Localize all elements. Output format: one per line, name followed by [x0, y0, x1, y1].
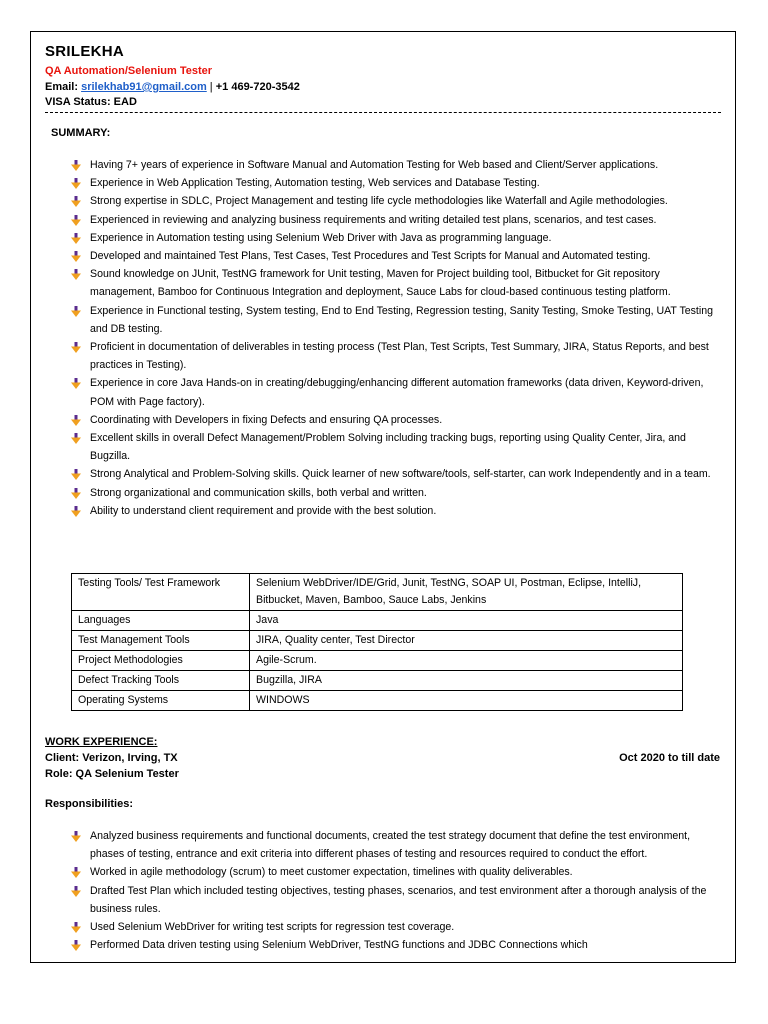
- arrow-down-bullet-icon: [71, 160, 81, 171]
- resume-page: [30, 31, 736, 963]
- arrow-down-bullet-icon: [71, 269, 81, 280]
- arrow-down-bullet-icon: [71, 433, 81, 444]
- list-item: Having 7+ years of experience in Software Manual and Automation Testing for Web based and Client/Server applications.: [71, 156, 723, 174]
- work-experience-title: WORK EXPERIENCE:: [45, 736, 158, 748]
- responsibilities-list: [71, 827, 723, 954]
- arrow-down-bullet-icon: [71, 215, 81, 226]
- table-cell-value: JIRA, Quality center, Test Director: [250, 631, 683, 651]
- list-item: Experience in Functional testing, System testing, End to End Testing, Regression testing, Sanity Testing, Smoke Testing, UAT Testing and DB testing.: [71, 302, 723, 338]
- list-item: Ability to understand client requirement and provide with the best solution.: [71, 502, 723, 520]
- arrow-down-bullet-icon: [71, 867, 81, 878]
- arrow-down-bullet-icon: [71, 831, 81, 842]
- arrow-down-bullet-icon: [71, 251, 81, 262]
- header-divider: [45, 112, 721, 113]
- phone-number: +1 469-720-3542: [215, 81, 300, 93]
- visa-status: VISA Status: EAD: [45, 96, 137, 108]
- table-cell-key: Operating Systems: [72, 691, 250, 711]
- list-item: Strong Analytical and Problem-Solving skills. Quick learner of new software/tools, self-starter, can work Independently and in a team.: [71, 465, 723, 483]
- skills-table: [71, 573, 683, 711]
- table-row: [72, 671, 683, 691]
- list-item: Developed and maintained Test Plans, Test Cases, Test Procedures and Test Scripts for Manual and Automated testing.: [71, 247, 723, 265]
- arrow-down-bullet-icon: [71, 415, 81, 426]
- arrow-down-bullet-icon: [71, 506, 81, 517]
- table-cell-value: Bugzilla, JIRA: [250, 671, 683, 691]
- email-link[interactable]: srilekhab91@gmail.com: [81, 81, 207, 93]
- arrow-down-bullet-icon: [71, 940, 81, 951]
- table-cell-key: Languages: [72, 611, 250, 631]
- arrow-down-bullet-icon: [71, 342, 81, 353]
- employment-date: Oct 2020 to till date: [619, 752, 720, 764]
- table-cell-key: Testing Tools/ Test Framework: [72, 574, 250, 611]
- arrow-down-bullet-icon: [71, 922, 81, 933]
- table-row: [72, 611, 683, 631]
- list-item: Experience in core Java Hands-on in creating/debugging/enhancing different automation frameworks (data driven, Keyword-driven, POM with Page factory).: [71, 374, 723, 410]
- list-item: Experience in Automation testing using Selenium Web Driver with Java as programming language.: [71, 229, 723, 247]
- table-cell-key: Defect Tracking Tools: [72, 671, 250, 691]
- summary-list: [71, 156, 723, 520]
- table-row: [72, 651, 683, 671]
- arrow-down-bullet-icon: [71, 196, 81, 207]
- list-item: Excellent skills in overall Defect Management/Problem Solving including tracking bugs, reporting using Quality Center, Jira, and Bugzilla.: [71, 429, 723, 465]
- contact-line: [45, 81, 300, 93]
- list-item: Used Selenium WebDriver for writing test scripts for regression test coverage.: [71, 918, 723, 936]
- arrow-down-bullet-icon: [71, 469, 81, 480]
- list-item: Sound knowledge on JUnit, TestNG framework for Unit testing, Maven for Project building tool, Bitbucket for Git repository management, Bamboo for Continuous Integration and deployment, Sauce Labs for cloud-based continuous testing platform.: [71, 265, 723, 301]
- arrow-down-bullet-icon: [71, 378, 81, 389]
- table-cell-value: Java: [250, 611, 683, 631]
- client-line: Client: Verizon, Irving, TX: [45, 752, 178, 764]
- list-item: Coordinating with Developers in fixing Defects and ensuring QA processes.: [71, 411, 723, 429]
- table-row: [72, 691, 683, 711]
- arrow-down-bullet-icon: [71, 488, 81, 499]
- list-item: Strong expertise in SDLC, Project Management and testing life cycle methodologies like Waterfall and Agile methodologies.: [71, 192, 723, 210]
- table-row: [72, 574, 683, 611]
- table-cell-value: Agile-Scrum.: [250, 651, 683, 671]
- table-cell-key: Test Management Tools: [72, 631, 250, 651]
- list-item: Experienced in reviewing and analyzing business requirements and writing detailed test plans, scenarios, and test cases.: [71, 211, 723, 229]
- table-cell-value: WINDOWS: [250, 691, 683, 711]
- contact-separator: |: [206, 81, 216, 93]
- list-item: Performed Data driven testing using Selenium WebDriver, TestNG functions and JDBC Connections which: [71, 936, 723, 954]
- table-cell-key: Project Methodologies: [72, 651, 250, 671]
- email-label: Email:: [45, 81, 82, 93]
- table-row: [72, 631, 683, 651]
- list-item: Proficient in documentation of deliverables in testing process (Test Plan, Test Scripts, Test Summary, JIRA, Status Reports, and best practices in Testing).: [71, 338, 723, 374]
- list-item: Experience in Web Application Testing, Automation testing, Web services and Database Testing.: [71, 174, 723, 192]
- list-item: Analyzed business requirements and functional documents, created the test strategy document that define the test environment, phases of testing, entrance and exit criteria into different phases of testing and resources required to conduct the effort.: [71, 827, 723, 863]
- table-cell-value: Selenium WebDriver/IDE/Grid, Junit, TestNG, SOAP UI, Postman, Eclipse, IntelliJ, Bitbucket, Maven, Bamboo, Sauce Labs, Jenkins: [250, 574, 683, 611]
- summary-title: SUMMARY:: [51, 127, 111, 139]
- job-role: Role: QA Selenium Tester: [45, 768, 179, 780]
- list-item: Drafted Test Plan which included testing objectives, testing phases, scenarios, and test environment after a thorough analysis of the business rules.: [71, 882, 723, 918]
- list-item: Worked in agile methodology (scrum) to meet customer expectation, timelines with quality deliverables.: [71, 863, 723, 881]
- arrow-down-bullet-icon: [71, 886, 81, 897]
- candidate-name: SRILEKHA: [45, 43, 125, 60]
- list-item: Strong organizational and communication skills, both verbal and written.: [71, 484, 723, 502]
- arrow-down-bullet-icon: [71, 178, 81, 189]
- candidate-role: QA Automation/Selenium Tester: [45, 65, 213, 77]
- arrow-down-bullet-icon: [71, 233, 81, 244]
- responsibilities-title: Responsibilities:: [45, 798, 134, 810]
- arrow-down-bullet-icon: [71, 306, 81, 317]
